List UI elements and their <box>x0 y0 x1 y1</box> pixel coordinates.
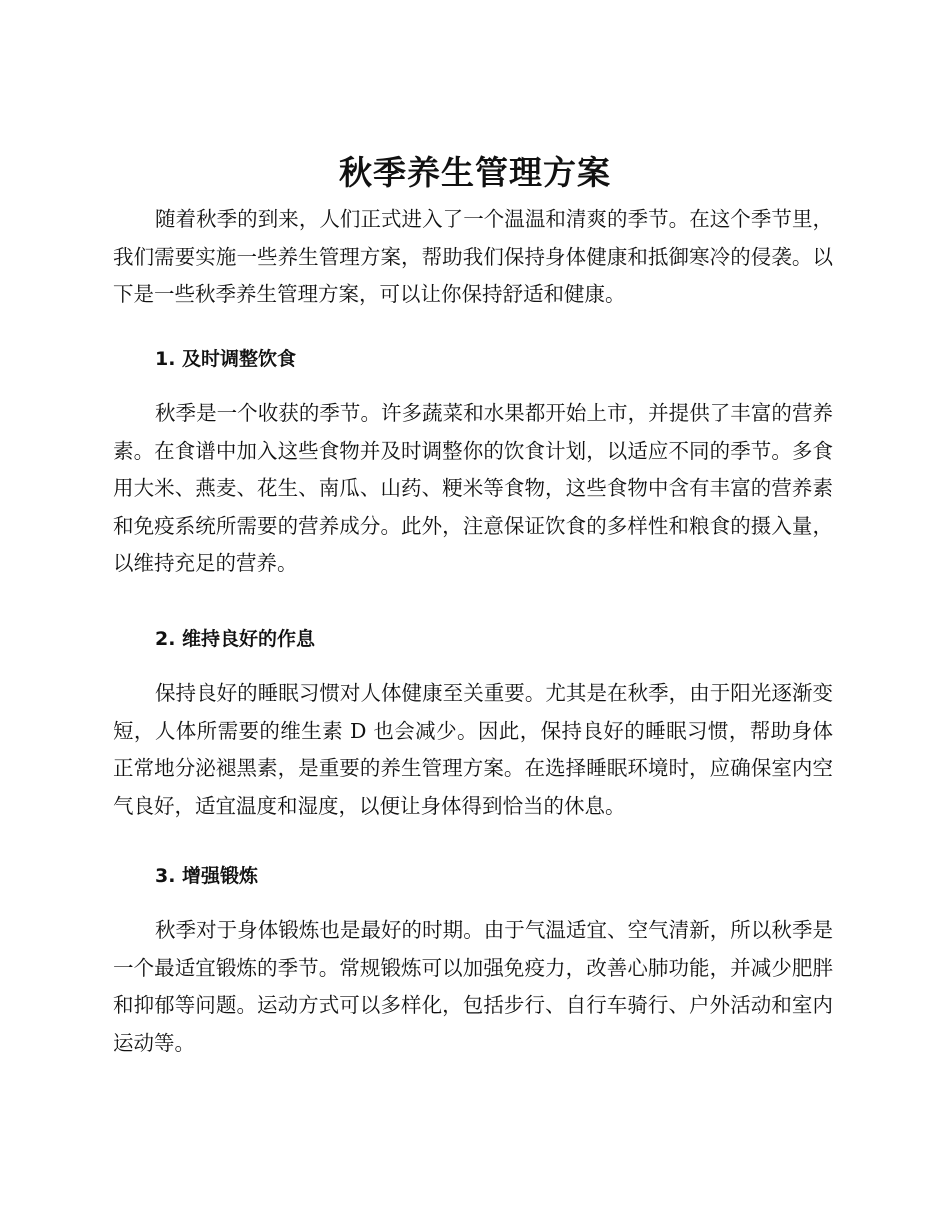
section-paragraph-schedule: 保持良好的睡眠习惯对人体健康至关重要。尤其是在秋季，由于阳光逐渐变短，人体所需要的维生素 D 也会减少。因此，保持良好的睡眠习惯，帮助身体正常地分泌褪黑素，是重要的养生管理方案。在选择睡眠环境时，应确保室内空气良好，适宜温度和湿度，以便让身体得到恰当的休息。 <box>113 681 833 818</box>
section-paragraph-diet: 秋季是一个收获的季节。许多蔬菜和水果都开始上市，并提供了丰富的营养素。在食谱中加入这些食物并及时调整你的饮食计划，以适应不同的季节。多食用大米、燕麦、花生、南瓜、山药、粳米等食物，这些食物中含有丰富的营养素和免疫系统所需要的营养成分。此外，注意保证饮食的多样性和粮食的摄入量，以维持充足的营养。 <box>113 401 833 575</box>
section-heading-schedule: 2. 维持良好的作息 <box>155 628 316 650</box>
document-title: 秋季养生管理方案 <box>339 153 611 192</box>
section-heading-diet: 1. 及时调整饮食 <box>155 348 297 370</box>
intro-paragraph: 随着秋季的到来，人们正式进入了一个温温和清爽的季节。在这个季节里，我们需要实施一些养生管理方案，帮助我们保持身体健康和抵御寒冷的侵袭。以下是一些秋季养生管理方案，可以让你保持舒适和健康。 <box>113 207 833 306</box>
section-paragraph-exercise: 秋季对于身体锻炼也是最好的时期。由于气温适宜、空气清新，所以秋季是一个最适宜锻炼的季节。常规锻炼可以加强免疫力，改善心肺功能，并减少肥胖和抑郁等问题。运动方式可以多样化，包括步行、自行车骑行、户外活动和室内运动等。 <box>113 918 833 1055</box>
section-heading-exercise: 3. 增强锻炼 <box>155 865 259 887</box>
